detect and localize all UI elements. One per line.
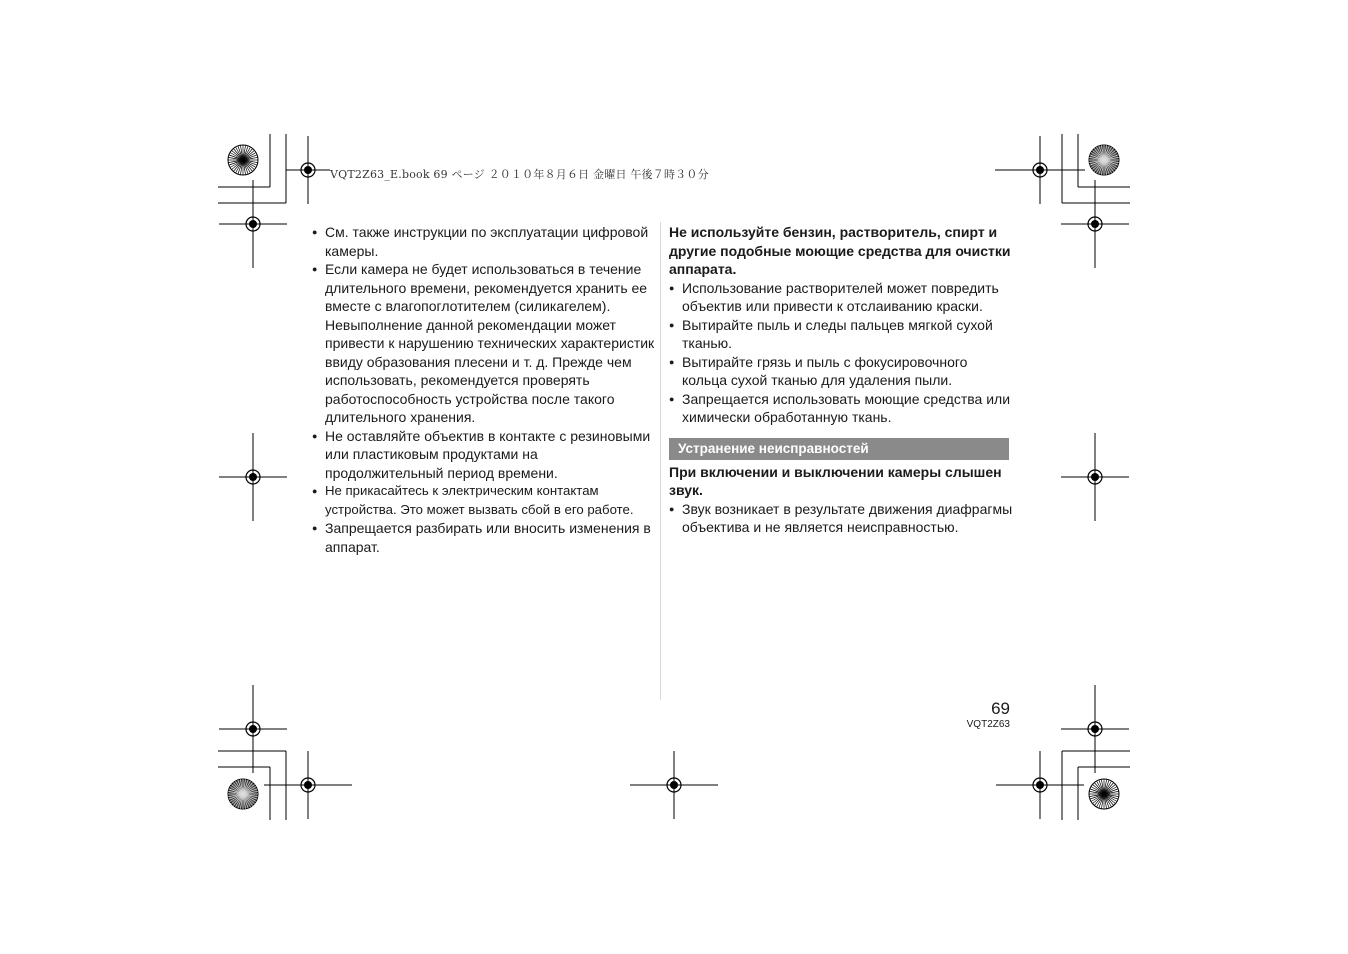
print-header: VQT2Z63_E.book 69 ページ ２０１０年８月６日 金曜日 午後７時３０分 bbox=[330, 168, 709, 181]
column-divider bbox=[660, 222, 661, 700]
list-item: ● Запрещается разбирать или вносить изменения в аппарат. bbox=[312, 519, 657, 556]
troubleshooting-list bbox=[669, 500, 1014, 537]
care-tips-list bbox=[312, 223, 657, 556]
registration-crosshair-icon bbox=[249, 473, 257, 481]
right-column bbox=[669, 223, 1014, 537]
registration-crosshair-icon bbox=[1036, 166, 1044, 174]
list-item: ● См. также инструкции по эксплуатации цифровой камеры. bbox=[312, 223, 657, 260]
list-item: ● Если камера не будет использоваться в течение длительного времени, рекомендуется хранить ее вместе с влагопоглотителем (силикагелем). Невыполнение данной рекомендации может привести к нарушению технических характеристик ввиду образования плесени и т. д. Прежде чем использовать, рекомендуется проверять работоспособность устройства после такого длительного хранения. bbox=[312, 260, 657, 427]
list-item: ● Использование растворителей может повредить объектив или привести к отслаиванию краски. bbox=[669, 279, 1014, 316]
list-item: ● Звук возникает в результате движения диафрагмы объектива и не является неисправностью. bbox=[669, 500, 1014, 537]
cleaning-list bbox=[669, 279, 1014, 427]
list-item: ● Вытирайте пыль и следы пальцев мягкой сухой тканью. bbox=[669, 316, 1014, 353]
cleaning-heading: Не используйте бензин, растворитель, спирт и другие подобные моющие средства для очистки аппарата. bbox=[669, 224, 1011, 277]
document-code: VQT2Z63 bbox=[966, 719, 1010, 730]
registration-crosshair-icon bbox=[249, 725, 257, 733]
registration-crosshair-icon bbox=[1091, 725, 1099, 733]
list-item: ● Вытирайте грязь и пыль с фокусировочного кольца сухой тканью для удаления пыли. bbox=[669, 353, 1014, 390]
page-number: 69 bbox=[991, 699, 1010, 718]
list-item: ● Не прикасайтесь к электрическим контактам устройства. Это может вызвать сбой в его работе. bbox=[312, 482, 657, 519]
list-item: ● Не оставляйте объектив в контакте с резиновыми или пластиковым продуктами на продолжительный период времени. bbox=[312, 427, 657, 483]
registration-crosshair-icon bbox=[304, 781, 312, 789]
troubleshooting-subheading: При включении и выключении камеры слышен звук. bbox=[669, 463, 1002, 498]
registration-crosshair-icon bbox=[249, 220, 257, 228]
list-item: ● Запрещается использовать моющие средства или химически обработанную ткань. bbox=[669, 390, 1014, 427]
left-column bbox=[312, 223, 657, 556]
registration-crosshair-icon bbox=[1091, 220, 1099, 228]
registration-crosshair-icon bbox=[1036, 781, 1044, 789]
section-title-bar: Устранение неисправностей bbox=[669, 438, 1009, 460]
registration-crosshair-icon bbox=[304, 166, 312, 174]
registration-crosshair-icon bbox=[1091, 473, 1099, 481]
registration-crosshair-icon bbox=[670, 781, 678, 789]
